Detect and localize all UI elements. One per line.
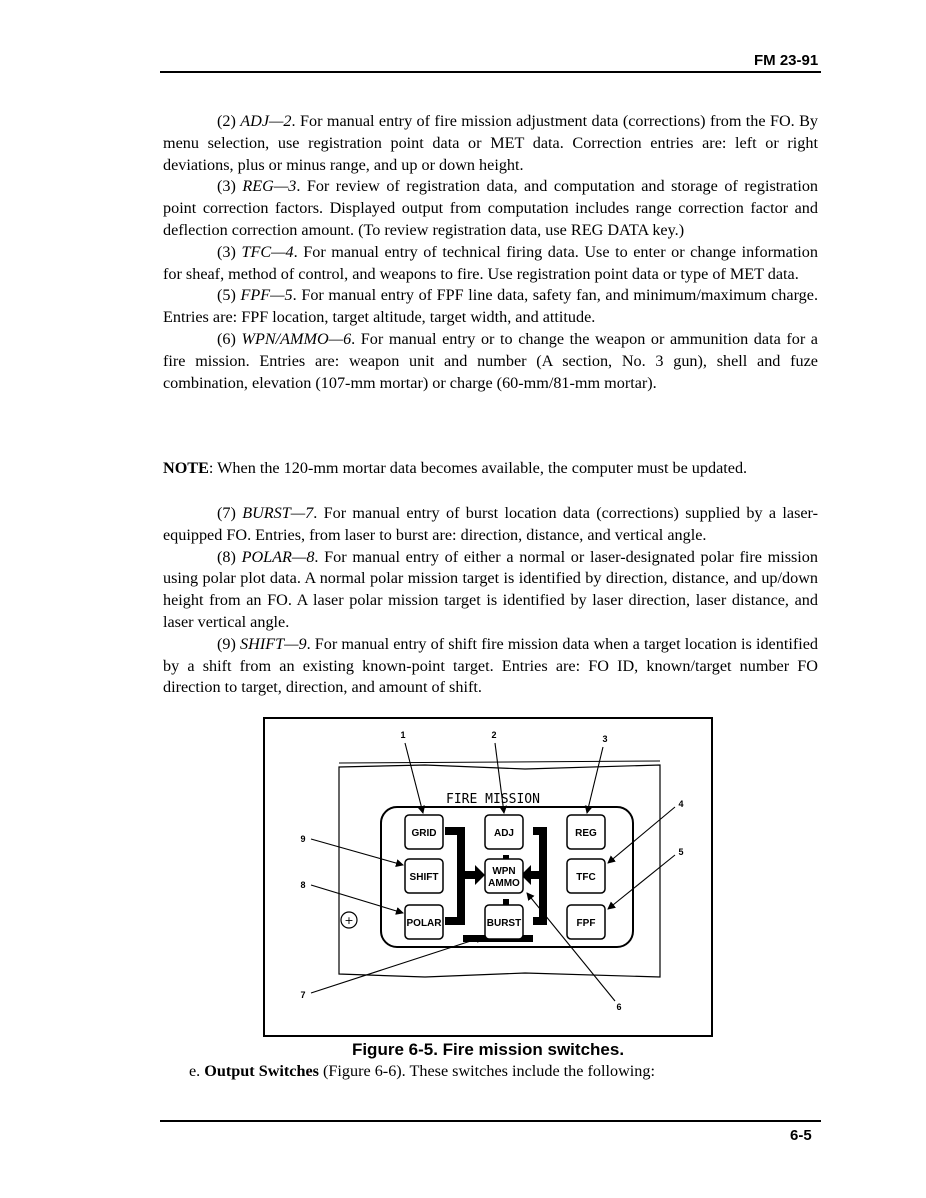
paragraph-wpn-ammo: (6) WPN/AMMO—6. For manual entry or to change the weapon or ammunition data for a fire mission. Entries are: weapon unit and number (A section, No. 3 gun), shell and fuze combination, elevation (107-mm mortar) or charge (60-mm/81-mm mortar). xyxy=(163,329,818,392)
panel-title: FIRE MISSION xyxy=(446,792,540,807)
reg-key-label: REG xyxy=(575,828,597,839)
paragraph-block-1 xyxy=(163,111,818,394)
callout-9: 9 xyxy=(300,834,306,844)
burst-key-label: BURST xyxy=(486,918,522,929)
leader-9 xyxy=(311,839,403,865)
callout-2: 2 xyxy=(491,730,497,740)
shift-key-label: SHIFT xyxy=(409,872,439,883)
footer-rule xyxy=(160,1120,821,1122)
paragraph-fpf: (5) FPF—5. For manual entry of FPF line data, safety fan, and minimum/maximum charge. Entries are: FPF location, target altitude, target width, and attitude. xyxy=(163,286,819,327)
figure-caption: Figure 6-5. Fire mission switches. xyxy=(351,1040,625,1059)
callout-4: 4 xyxy=(678,799,684,809)
fire-mission-diagram xyxy=(265,719,711,1035)
callout-1: 1 xyxy=(400,730,406,740)
paragraph-reg: (3) REG—3. For review of registration data, and computation and storage of registration point correction factors. Displayed output from computation includes range correction factor and deflection correction amount. (To review registration data, use REG DATA key.) xyxy=(163,177,819,239)
callout-7: 7 xyxy=(300,990,306,1000)
wpn-key-label: WPN xyxy=(492,866,516,877)
polar-key-label: POLAR xyxy=(406,918,442,929)
leader-7 xyxy=(311,937,483,993)
housing-top-edge xyxy=(339,761,660,763)
callout-6: 6 xyxy=(616,1002,622,1012)
paragraph-shift: (9) SHIFT—9. For manual entry of shift fire mission data when a target location is identified by a shift from an existing known-point target. Entries are: FO ID, known/target number FO direction to target, direction, and amount of shift. xyxy=(163,634,818,697)
document-id: FM 23-91 xyxy=(754,52,819,69)
note: NOTE: When the 120-mm mortar data becomes available, the computer must be updated. xyxy=(163,459,748,477)
figure-fire-mission-switches xyxy=(263,717,713,1037)
paragraph-tfc: (3) TFC—4. For manual entry of technical firing data. Use to enter or change information for sheaf, method of control, and weapons to fire. Use registration point data or type of MET data. xyxy=(163,242,818,283)
tfc-key-label: TFC xyxy=(576,872,596,883)
connector-bar xyxy=(533,917,547,925)
paragraph-polar: (8) POLAR—8. For manual entry of either a normal or laser-designated polar fire mission using polar plot data. A normal polar mission target is identified by direction, distance, and up/down height from an FO. A laser polar mission target is identified by laser direction, laser distance, and laser vertical angle. xyxy=(163,547,818,631)
connector-arrow xyxy=(475,865,485,885)
screw-icon-glyph: + xyxy=(344,914,354,927)
ammo-key-label: AMMO xyxy=(488,878,520,889)
callout-8: 8 xyxy=(300,880,306,890)
fpf-key-label: FPF xyxy=(576,918,596,929)
section-e: e. Output Switches (Figure 6-6). These switches include the following: xyxy=(189,1062,655,1080)
leader-4 xyxy=(608,807,675,863)
adj-key-label: ADJ xyxy=(493,828,515,839)
leader-8 xyxy=(311,885,403,913)
grid-key-label: GRID xyxy=(411,828,437,839)
connector-bar xyxy=(463,871,477,879)
leader-1 xyxy=(405,743,423,813)
leader-5 xyxy=(608,855,675,909)
paragraph-block-2 xyxy=(163,503,818,699)
connector-bar xyxy=(445,917,463,925)
paragraph-adj: (2) ADJ—2. For manual entry of fire mission adjustment data (corrections) from the FO. By menu selection, use registration point data or MET data. Correction entries are: left or right deviations, plus or minus range, and up or down height. xyxy=(163,112,819,174)
callout-3: 3 xyxy=(602,734,608,744)
callout-5: 5 xyxy=(678,847,684,857)
connector-stub xyxy=(503,899,509,905)
connector-bar xyxy=(529,871,543,879)
page-number: 6-5 xyxy=(790,1127,812,1144)
leader-3 xyxy=(587,747,603,813)
paragraph-burst: (7) BURST—7. For manual entry of burst location data (corrections) supplied by a laser-equipped FO. Entries, from laser to burst are: direction, distance, and vertical angle. xyxy=(163,504,819,544)
header-rule xyxy=(160,71,821,73)
